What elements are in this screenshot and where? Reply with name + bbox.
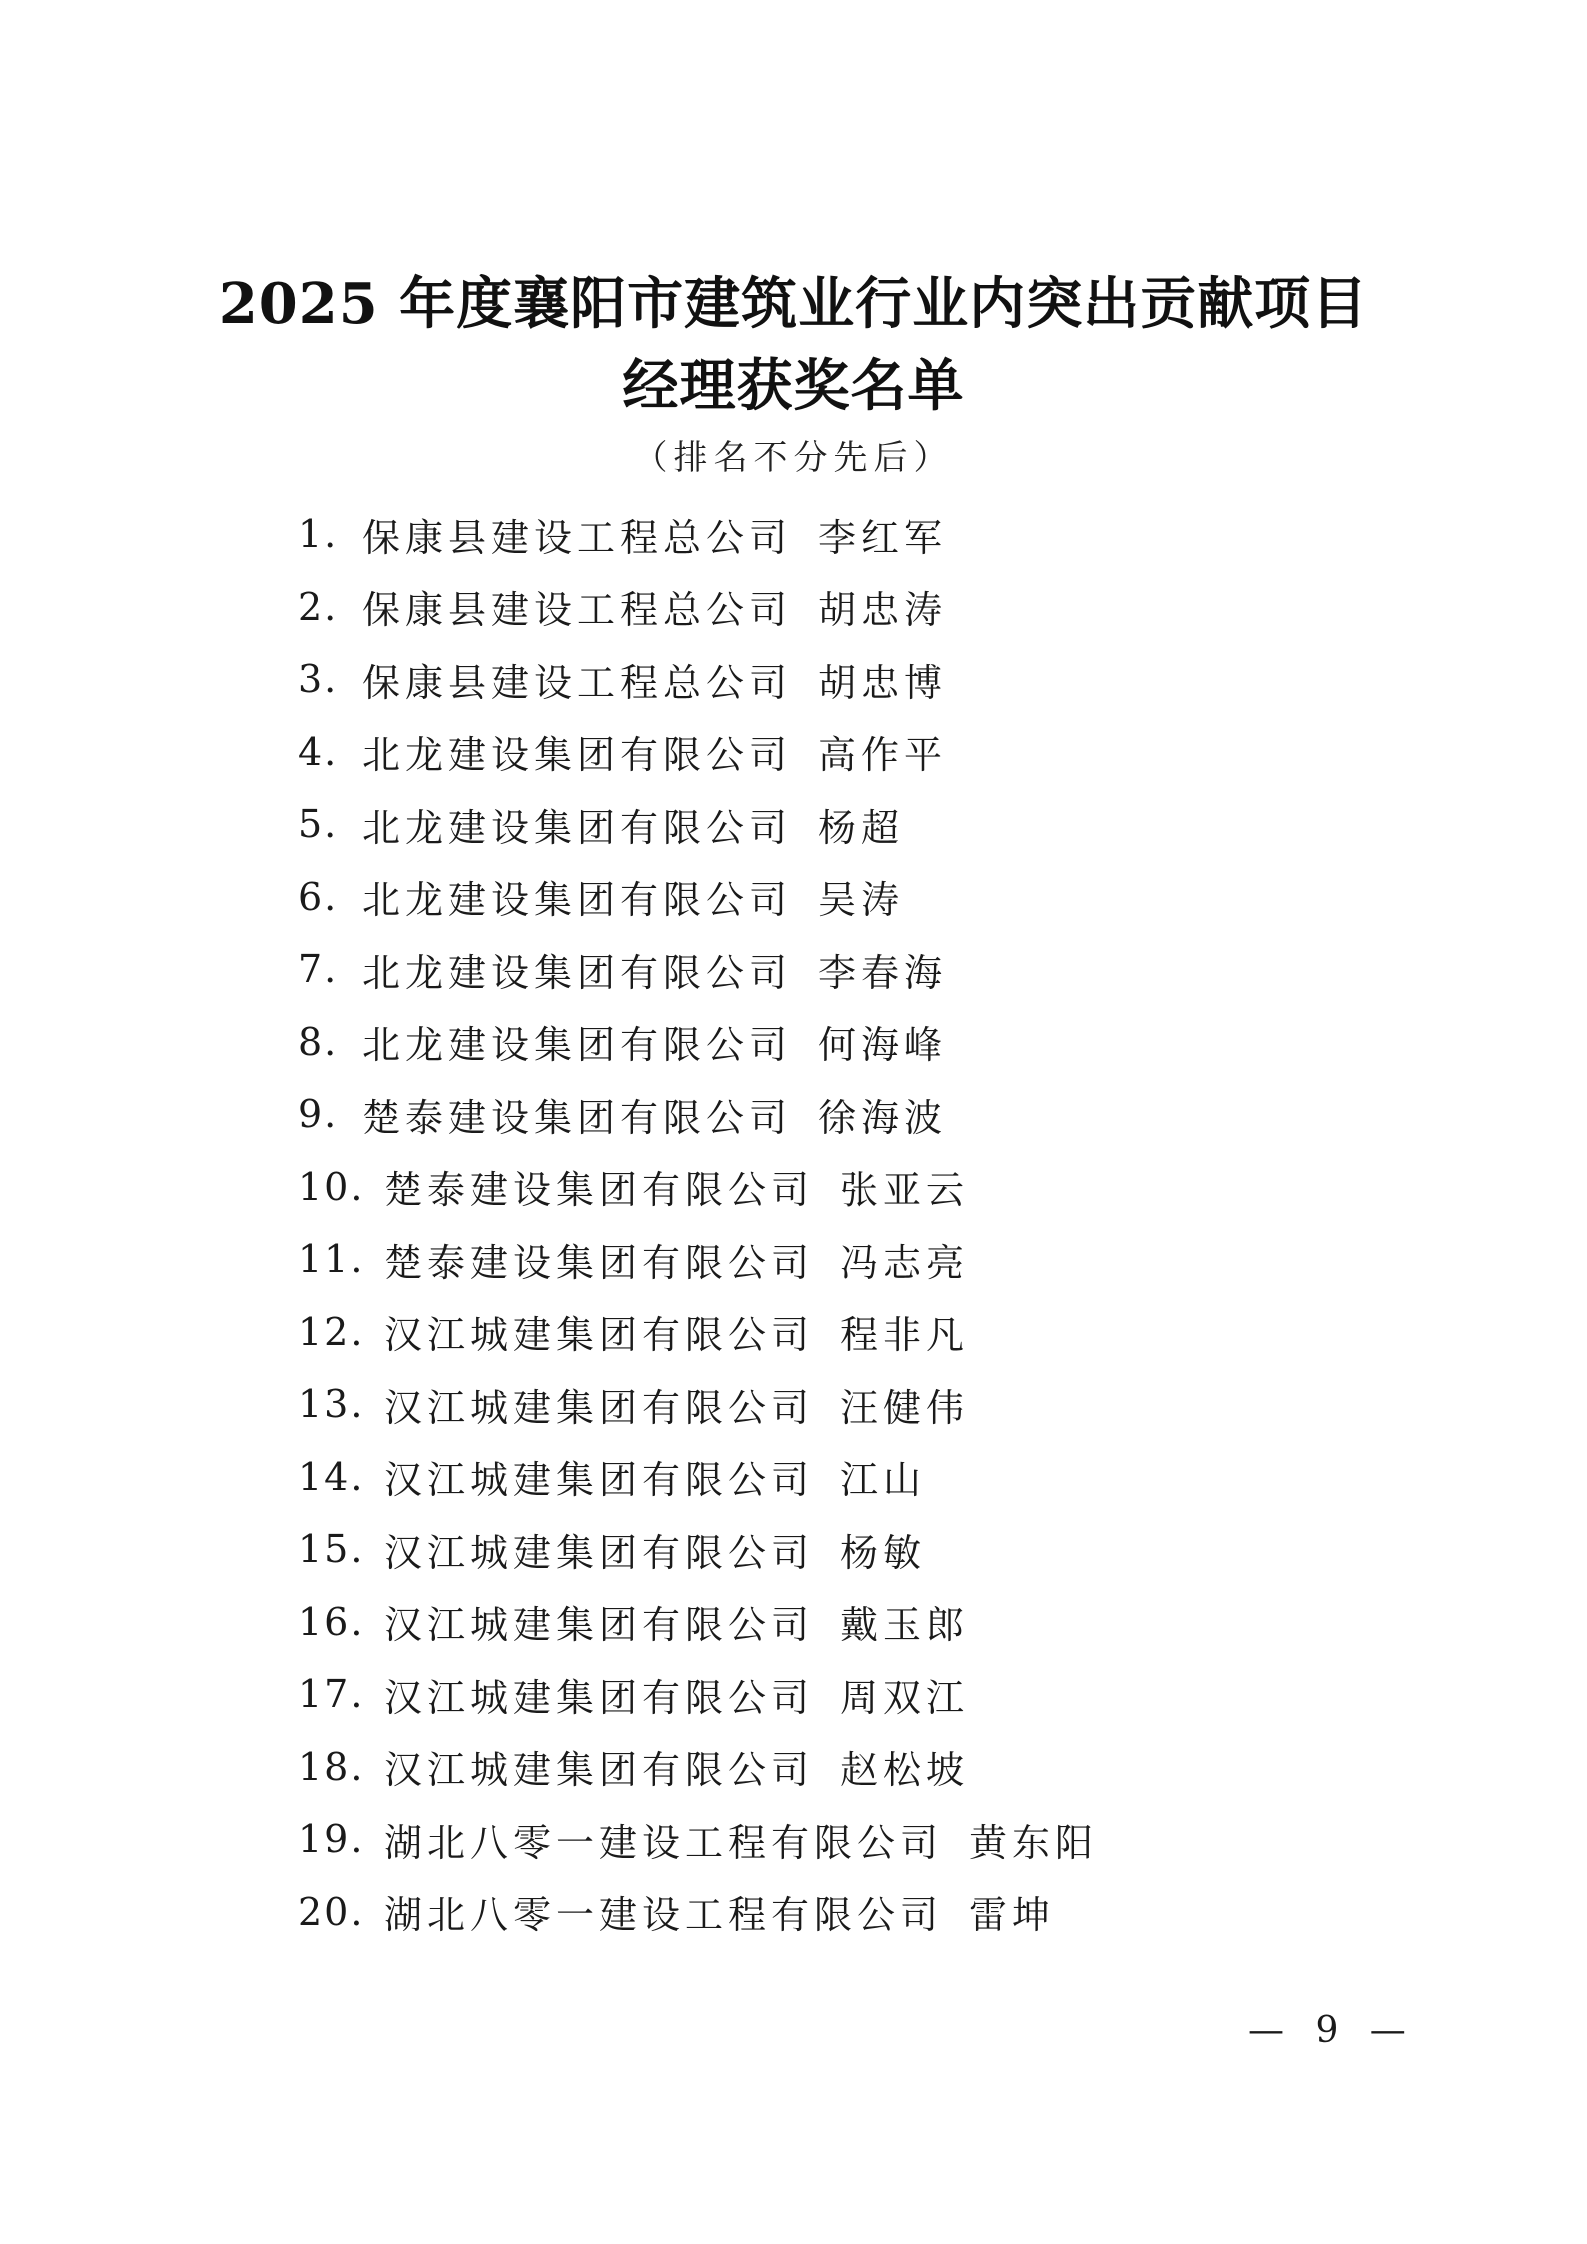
- page-number: — 9 —: [1248, 2010, 1416, 2051]
- entry-number: 19.: [298, 1817, 365, 1862]
- document-title-line2: 经理获奖名单: [622, 353, 965, 419]
- entry-number: 18.: [298, 1744, 365, 1789]
- entry-number: 10.: [298, 1164, 365, 1209]
- entry-number: 15.: [298, 1527, 365, 1572]
- entry-company: 楚泰建设集团有限公司: [362, 1095, 793, 1140]
- entry-number: 6.: [298, 874, 339, 919]
- entry-company: 汉江城建集团有限公司: [384, 1530, 815, 1575]
- list-item: [298, 933, 1448, 1006]
- list-item: [298, 498, 1448, 571]
- entry-name: 冯志亮: [840, 1240, 970, 1285]
- list-item: [298, 1876, 1448, 1949]
- entry-name: 戴玉郎: [840, 1603, 970, 1648]
- list-item: [298, 1296, 1448, 1369]
- list-item: [298, 1223, 1448, 1296]
- entry-name: 李红军: [818, 515, 948, 560]
- entry-company: 楚泰建设集团有限公司: [384, 1168, 815, 1213]
- entry-name: 程非凡: [840, 1313, 970, 1358]
- list-item: [298, 1513, 1448, 1586]
- entry-company: 保康县建设工程总公司: [362, 515, 793, 560]
- entry-number: 12.: [298, 1309, 365, 1354]
- entry-company: 保康县建设工程总公司: [362, 660, 793, 705]
- document-title-line1: 2025 年度襄阳市建筑业行业内突出贡献项目: [218, 271, 1369, 337]
- list-item: [298, 1803, 1448, 1876]
- entry-number: 20.: [298, 1889, 365, 1934]
- entry-name: 黄东阳: [969, 1820, 1099, 1865]
- entry-company: 汉江城建集团有限公司: [384, 1458, 815, 1503]
- entry-company: 保康县建设工程总公司: [362, 588, 793, 633]
- entry-number: 13.: [298, 1382, 365, 1427]
- list-item: [298, 1151, 1448, 1224]
- entry-name: 吴涛: [818, 878, 905, 923]
- entry-name: 张亚云: [840, 1168, 970, 1213]
- entry-company: 北龙建设集团有限公司: [362, 1023, 793, 1068]
- entry-name: 雷坤: [969, 1893, 1056, 1938]
- entry-name: 徐海波: [818, 1095, 948, 1140]
- list-item: [298, 716, 1448, 789]
- entry-company: 楚泰建设集团有限公司: [384, 1240, 815, 1285]
- entry-number: 3.: [298, 657, 339, 702]
- entry-company: 北龙建设集团有限公司: [362, 733, 793, 778]
- list-item: [298, 571, 1448, 644]
- entry-company: 汉江城建集团有限公司: [384, 1748, 815, 1793]
- entry-number: 16.: [298, 1599, 365, 1644]
- list-item: [298, 1078, 1448, 1151]
- entry-name: 李春海: [818, 950, 948, 995]
- entry-number: 9.: [298, 1092, 339, 1137]
- entry-name: 胡忠博: [818, 660, 948, 705]
- entry-number: 2.: [298, 584, 339, 629]
- list-item: [298, 1731, 1448, 1804]
- entry-name: 高作平: [818, 733, 948, 778]
- entry-number: 17.: [298, 1672, 365, 1717]
- entry-company: 湖北八零一建设工程有限公司: [384, 1893, 944, 1938]
- list-item: [298, 788, 1448, 861]
- entry-company: 湖北八零一建设工程有限公司: [384, 1820, 944, 1865]
- entry-company: 汉江城建集团有限公司: [384, 1313, 815, 1358]
- entry-company: 汉江城建集团有限公司: [384, 1603, 815, 1648]
- entry-company: 汉江城建集团有限公司: [384, 1385, 815, 1430]
- entry-name: 江山: [840, 1458, 927, 1503]
- list-item: [298, 643, 1448, 716]
- entry-name: 杨敏: [840, 1530, 927, 1575]
- document-subtitle: （排名不分先后）: [633, 438, 954, 478]
- list-item: [298, 1586, 1448, 1659]
- list-item: [298, 1006, 1448, 1079]
- entry-number: 7.: [298, 947, 339, 992]
- entry-company: 北龙建设集团有限公司: [362, 878, 793, 923]
- entry-name: 周双江: [840, 1675, 970, 1720]
- list-item: [298, 1368, 1448, 1441]
- entry-name: 杨超: [818, 805, 905, 850]
- list-item: [298, 861, 1448, 934]
- entry-company: 北龙建设集团有限公司: [362, 950, 793, 995]
- list-item: [298, 1441, 1448, 1514]
- entry-number: 1.: [298, 512, 339, 557]
- list-item: [298, 1658, 1448, 1731]
- entry-number: 8.: [298, 1019, 339, 1064]
- entry-company: 汉江城建集团有限公司: [384, 1675, 815, 1720]
- entry-name: 汪健伟: [840, 1385, 970, 1430]
- awardee-list: [298, 498, 1448, 1948]
- entry-name: 胡忠涛: [818, 588, 948, 633]
- entry-name: 赵松坡: [840, 1748, 970, 1793]
- entry-company: 北龙建设集团有限公司: [362, 805, 793, 850]
- entry-number: 14.: [298, 1454, 365, 1499]
- entry-number: 5.: [298, 802, 339, 847]
- entry-number: 4.: [298, 729, 339, 774]
- entry-name: 何海峰: [818, 1023, 948, 1068]
- entry-number: 11.: [298, 1237, 365, 1282]
